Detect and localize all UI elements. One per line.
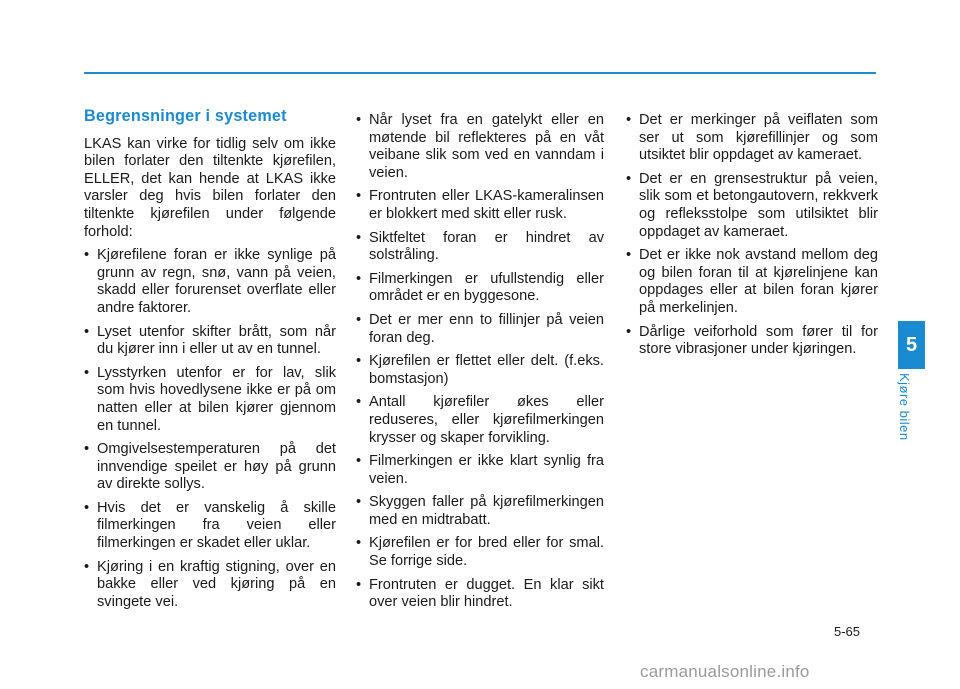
list-item-text: Det er merkinger på veiflaten som ser ut som kjørefillinjer og som utsiktet blir oppdaget av kameraet. — [639, 112, 878, 164]
bullet-list — [626, 112, 878, 359]
list-item-text: Hvis det er vanskelig å skille filmerkingen fra veien eller filmerkingen er skadet eller uklar. — [97, 499, 336, 552]
list-item-text: Kjørefilen er for bred eller for smal. Se forrige side. — [369, 535, 604, 570]
bullet-marker: • — [84, 247, 90, 264]
list-item-text: Siktfeltet foran er hindret av solstråling. — [369, 229, 604, 264]
list-item — [626, 247, 878, 317]
list-item-text: Lysstyrken utenfor er for lav, slik som hvis hovedlysene ikke er på om natten eller at bilen kjører gjennom en tunnel. — [97, 364, 336, 434]
list-item-text: Filmerkingen er ufullstendig eller området er en byggesone. — [369, 270, 604, 305]
bullet-list — [84, 247, 336, 611]
list-item-text: Lyset utenfor skifter brått, som når du kjører inn i eller ut av en tunnel. — [97, 323, 336, 358]
list-item — [84, 441, 336, 494]
list-item-text: Skyggen faller på kjørefilmerkingen med en midtrabatt. — [369, 494, 604, 528]
bullet-marker: • — [356, 188, 362, 205]
bullet-marker: • — [356, 494, 362, 511]
list-item — [356, 494, 604, 529]
chapter-title: Kjøre bilen — [897, 373, 912, 441]
list-item — [356, 577, 604, 612]
list-item — [84, 247, 336, 317]
section-heading: Begrensninger i systemet — [84, 107, 287, 125]
bullet-marker: • — [356, 353, 362, 370]
bullet-marker: • — [84, 441, 90, 458]
bullet-marker: • — [84, 323, 90, 340]
bullet-marker: • — [356, 394, 362, 411]
column-3 — [626, 112, 878, 365]
bullet-marker: • — [84, 499, 90, 516]
list-item — [356, 271, 604, 306]
list-item — [626, 324, 878, 359]
list-item-text: Kjørefilen er flettet eller delt. (f.eks. bomstasjon) — [369, 353, 604, 387]
column-1 — [84, 108, 336, 617]
bullet-marker: • — [356, 270, 362, 287]
list-item-text: Omgivelsestemperaturen på det innvendige speilet er høy på grunn av direkte sollys. — [97, 441, 336, 493]
list-item — [84, 500, 336, 553]
header-rule — [84, 72, 876, 74]
list-item — [356, 230, 604, 265]
list-item-text: Kjørefilene foran er ikke synlige på grunn av regn, snø, vann på veien, skadd eller forurenset overflate eller andre faktorer. — [97, 247, 336, 316]
bullet-marker: • — [356, 311, 362, 328]
bullet-marker: • — [626, 170, 632, 187]
list-item — [356, 112, 604, 182]
bullet-marker: • — [356, 453, 362, 470]
list-item-text: Antall kjørefiler økes eller reduseres, eller kjørefilmerkingen krysser og skaper forvikling. — [369, 394, 604, 446]
list-item — [356, 394, 604, 447]
list-item — [356, 535, 604, 570]
bullet-marker: • — [84, 364, 90, 381]
column-2 — [356, 112, 604, 618]
list-item — [84, 559, 336, 612]
list-item-text: Når lyset fra en gatelykt eller en møtende bil reflekteres på en våt veibane slik som ved en vanndam i veien. — [369, 112, 604, 181]
page-number: 5-65 — [834, 624, 861, 639]
list-item — [84, 324, 336, 359]
list-item — [84, 365, 336, 435]
list-item-text: Det er en grensestruktur på veien, slik som et betongautovern, rekkverk og refleksstolpe som utilsiktet blir oppdaget av kameraet. — [639, 170, 878, 240]
list-item — [626, 112, 878, 165]
bullet-marker: • — [356, 112, 362, 128]
list-item-text: Det er mer enn to fillinjer på veien foran deg. — [369, 311, 604, 346]
list-item-text: Filmerkingen er ikke klart synlig fra veien. — [369, 453, 604, 487]
list-item-text: Dårlige veiforhold som fører til for store vibrasjoner under kjøringen. — [639, 323, 878, 358]
chapter-number: 5 — [905, 333, 918, 356]
bullet-marker: • — [626, 112, 632, 128]
list-item — [356, 312, 604, 347]
intro-paragraph: LKAS kan virke for tidlig selv om ikke bilen forlater den tiltenkte kjørefilen, ELLER, det kan hende at LKAS ikke varsler deg hvis bilen forlater den tiltenkte kjørefilen under følgende forhold: — [84, 135, 336, 240]
list-item-text: Frontruten er dugget. En klar sikt over veien blir hindret. — [369, 576, 604, 611]
chapter-tab — [898, 321, 925, 369]
bullet-marker: • — [626, 247, 632, 264]
watermark: carmanualsonline.info — [640, 662, 810, 681]
list-item — [626, 171, 878, 241]
bullet-marker: • — [84, 558, 90, 575]
bullet-marker: • — [356, 576, 362, 593]
list-item — [356, 453, 604, 488]
list-item — [356, 353, 604, 388]
list-item-text: Kjøring i en kraftig stigning, over en bakke eller ved kjøring på en svingete vei. — [97, 558, 336, 610]
list-item-text: Det er ikke nok avstand mellom deg og bilen foran til at kjørelinjene kan oppdages eller at bilen foran kjører på merkelinjen. — [639, 247, 878, 316]
bullet-marker: • — [626, 323, 632, 340]
list-item-text: Frontruten eller LKAS-kameralinsen er blokkert med skitt eller rusk. — [369, 188, 604, 222]
bullet-list — [356, 112, 604, 612]
bullet-marker: • — [356, 229, 362, 246]
list-item — [356, 188, 604, 223]
bullet-marker: • — [356, 535, 362, 552]
